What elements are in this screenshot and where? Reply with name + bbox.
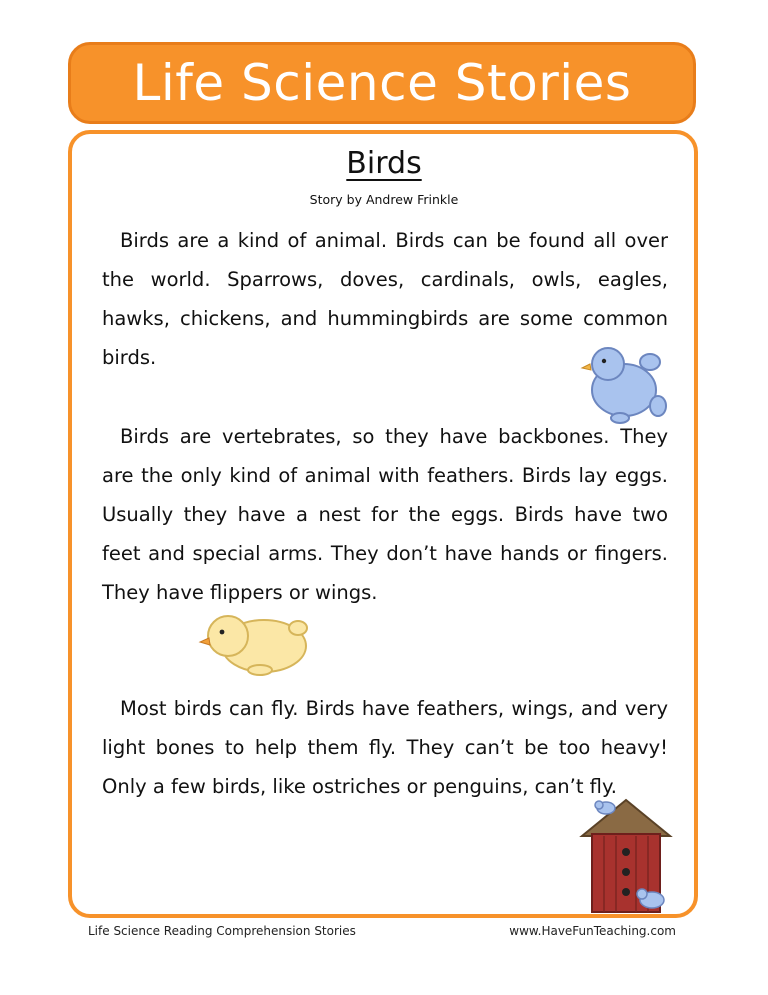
header-banner	[68, 42, 696, 124]
paragraph-3: Most birds can fly. Birds have feathers, wings, and very light bones to help them fly. They can’t be too heavy! Only a few birds, like ostriches or penguins, can’t fly.	[102, 697, 668, 798]
blue-bird-icon	[580, 344, 672, 426]
paragraph-2: Birds are vertebrates, so they have backbones. They are the only kind of animal with feathers. Birds lay eggs. Usually they have a nest for the eggs. Birds have two feet and special arms. They don’t have hands or fingers. They have flippers or wings.	[102, 425, 668, 604]
page-title: Life Science Stories	[132, 54, 632, 112]
birdhouse-icon	[578, 796, 674, 916]
yellow-chick-icon	[198, 608, 314, 678]
footer-website: www.HaveFunTeaching.com	[509, 924, 676, 938]
story-title: Birds	[346, 146, 422, 181]
story-byline: Story by Andrew Frinkle	[309, 192, 459, 207]
paragraph-1: Birds are a kind of animal. Birds can be found all over the world. Sparrows, doves, cardinals, owls, eagles, hawks, chickens, and hummingbirds are some common birds.	[102, 229, 668, 369]
footer-series-label: Life Science Reading Comprehension Stories	[88, 924, 356, 938]
